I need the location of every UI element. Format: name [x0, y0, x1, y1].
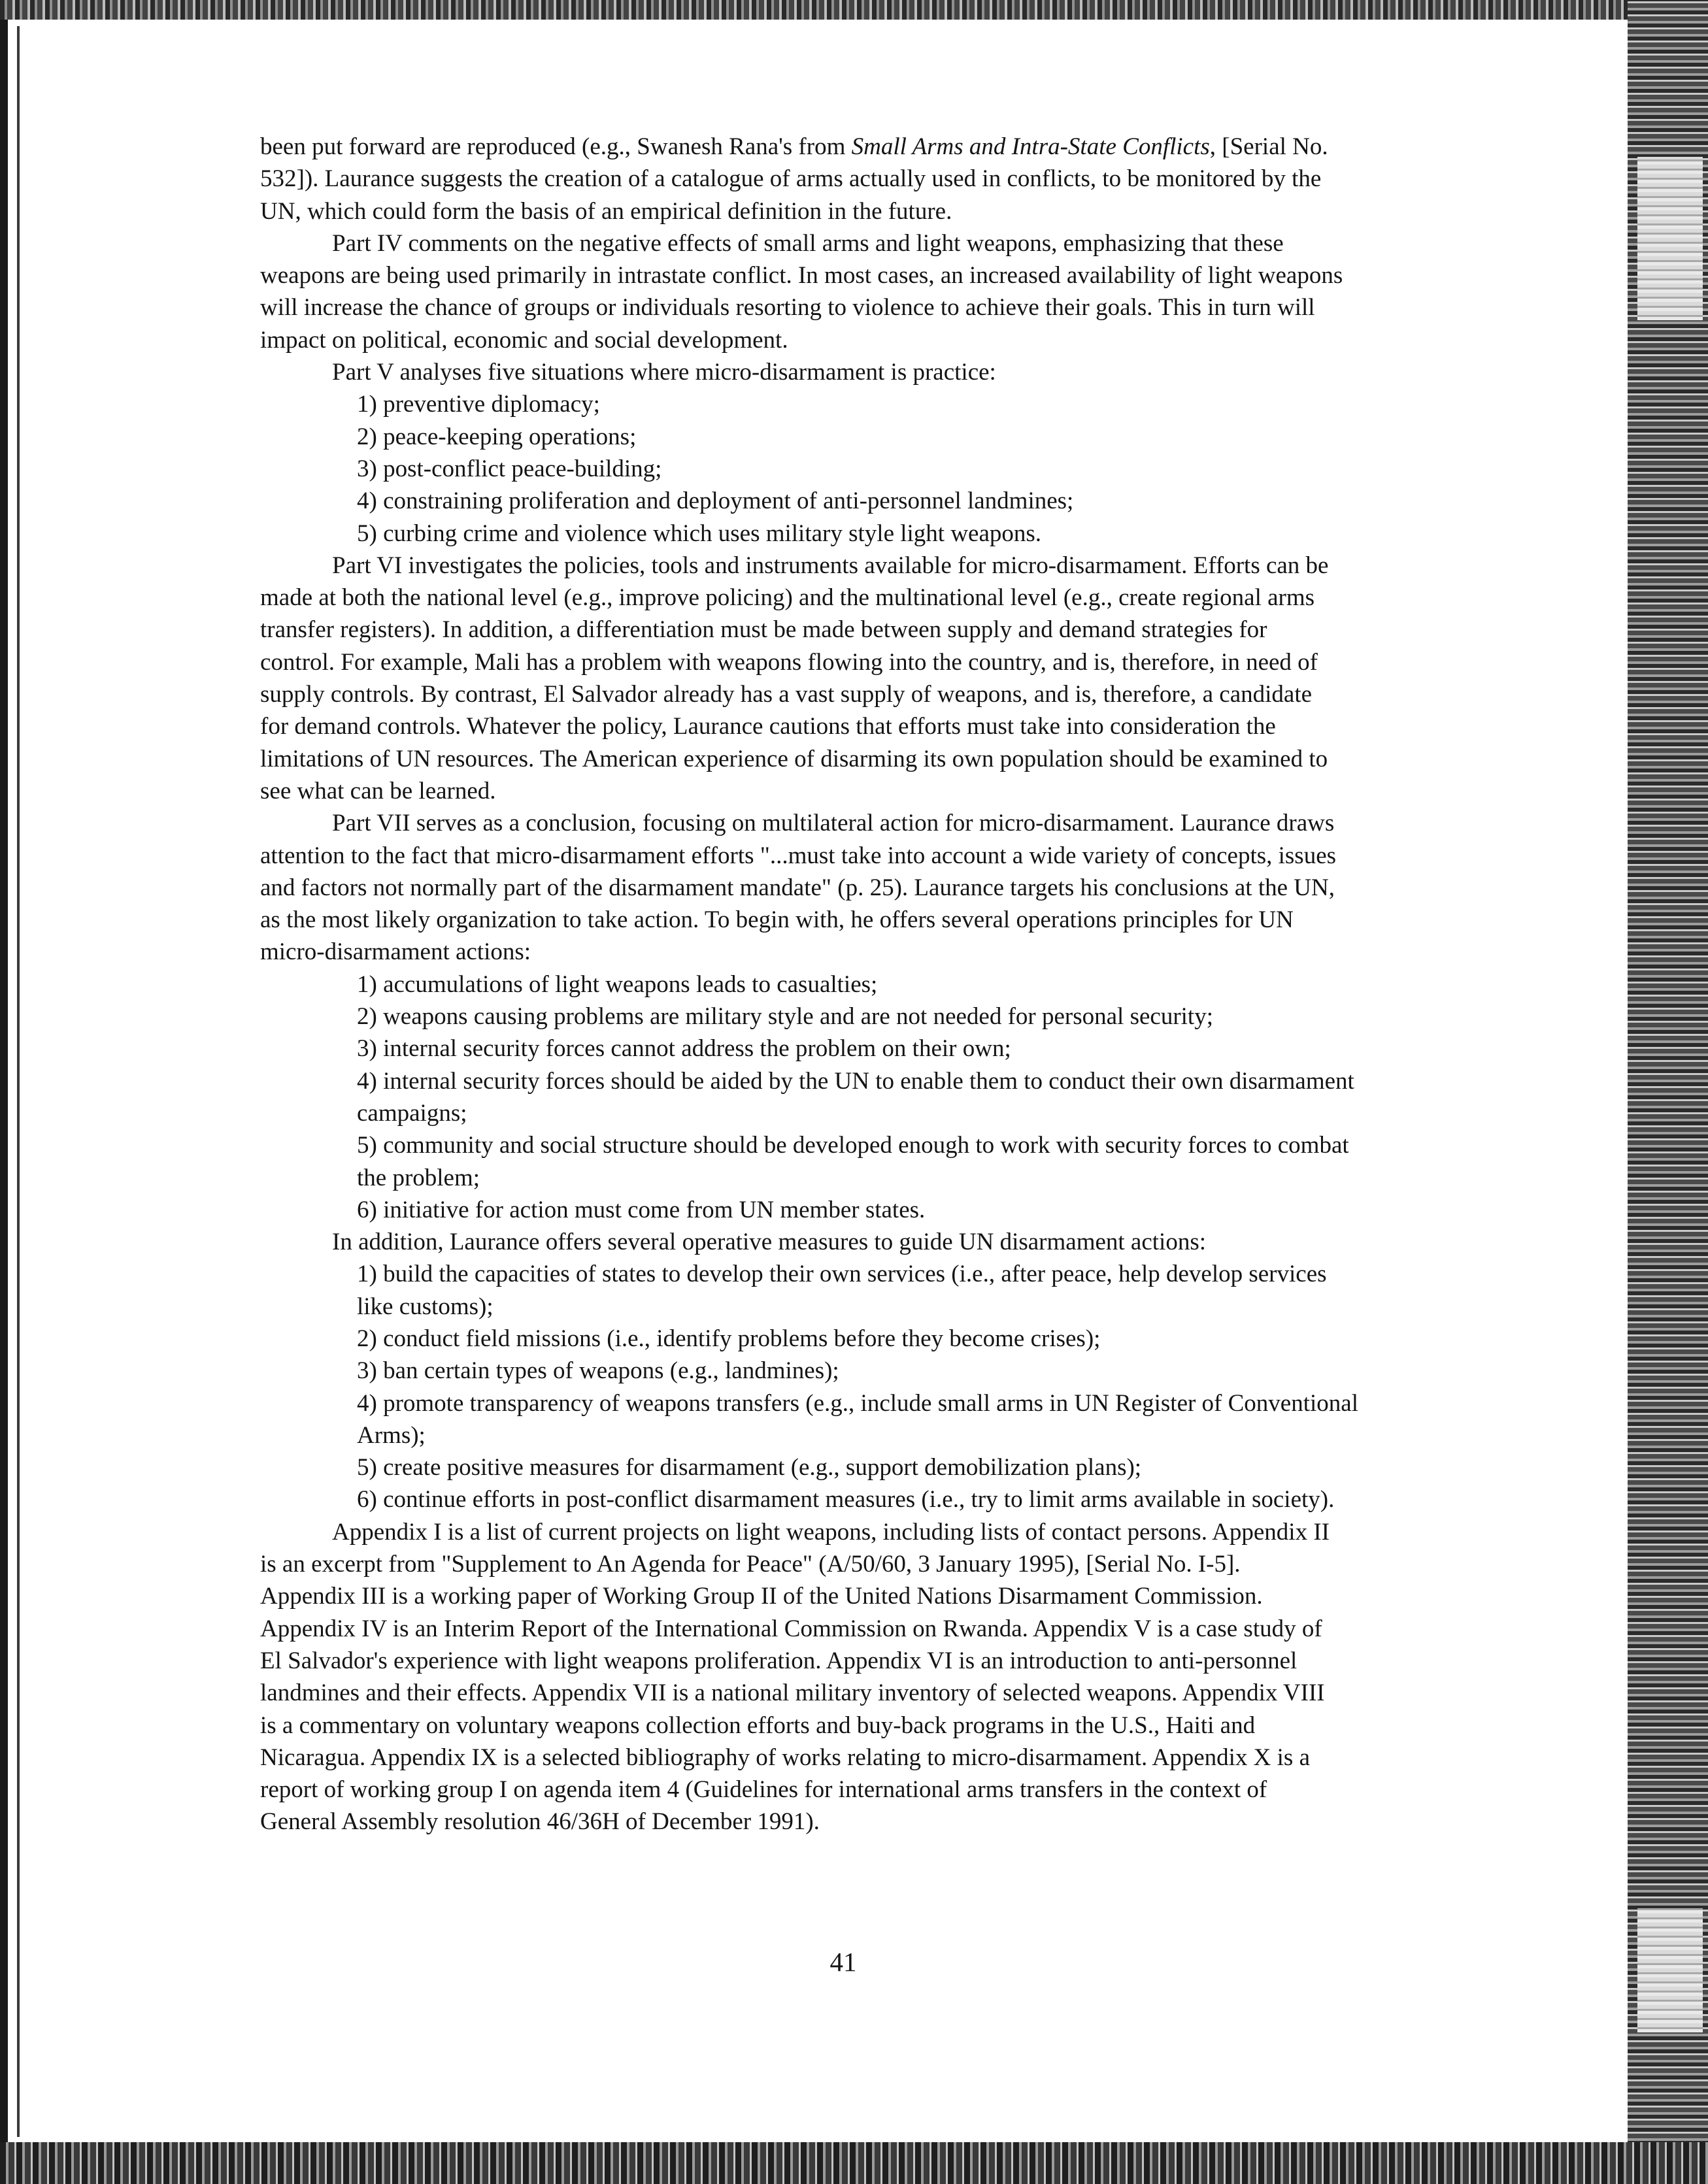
text-line: General Assembly resolution 46/36H of December 1991).	[260, 1808, 820, 1836]
list-item-continuation: Arms);	[357, 1421, 426, 1449]
list-item: 6) continue efforts in post-conflict disarmament measures (i.e., try to limit arms available in society).	[357, 1486, 1335, 1514]
list-item-continuation: like customs);	[357, 1293, 494, 1320]
scan-edge-top	[0, 0, 1708, 20]
scan-edge-bottom	[0, 2142, 1708, 2184]
list-item: 3) ban certain types of weapons (e.g., landmines);	[357, 1357, 839, 1385]
text-fragment: been put forward are reproduced (e.g., Swanesh Rana's from	[260, 133, 852, 160]
text-line: is an excerpt from "Supplement to An Agenda for Peace" (A/50/60, 3 January 1995), [Serial No. I-5].	[260, 1551, 1241, 1578]
page-number: 41	[829, 1947, 857, 1977]
list-item: 2) weapons causing problems are military style and are not needed for personal security;	[357, 1003, 1213, 1031]
text-line: see what can be learned.	[260, 777, 496, 804]
text-line: UN, which could form the basis of an empirical definition in the future.	[260, 197, 952, 225]
text-line: as the most likely organization to take action. To begin with, he offers several operations principles for UN	[260, 906, 1294, 934]
list-item: 4) internal security forces should be aided by the UN to enable them to conduct their own disarmament	[357, 1067, 1354, 1095]
text-line: will increase the chance of groups or individuals resorting to violence to achieve their goals. This in turn will	[260, 294, 1315, 322]
text-line	[260, 131, 1541, 163]
paragraph-start-appendices: Appendix I is a list of current projects on light weapons, including lists of contact persons. Appendix II	[332, 1518, 1330, 1546]
text-line: limitations of UN resources. The American experience of disarming its own population should be examined to	[260, 745, 1328, 772]
text-line: impact on political, economic and social development.	[260, 326, 788, 354]
list-item: 5) create positive measures for disarmament (e.g., support demobilization plans);	[357, 1454, 1142, 1481]
text-fragment: , [Serial No.	[1209, 133, 1328, 160]
scan-edge-left-line	[17, 26, 20, 2137]
list-item-continuation: the problem;	[357, 1164, 480, 1191]
list-item: 4) constraining proliferation and deployment of anti-personnel landmines;	[357, 488, 1074, 515]
paragraph-start-part-iv: Part IV comments on the negative effects of small arms and light weapons, emphasizing that these	[332, 229, 1284, 257]
list-item: 1) preventive diplomacy;	[357, 391, 600, 418]
scan-edge-right-highlight-bottom	[1637, 1908, 1703, 2032]
list-item: 5) community and social structure should be developed enough to work with security forces to combat	[357, 1132, 1349, 1159]
paragraph-start-part-vii: Part VII serves as a conclusion, focusing on multilateral action for micro-disarmament. Laurance draws	[332, 810, 1335, 837]
text-line: control. For example, Mali has a problem with weapons flowing into the country, and is, therefore, in need of	[260, 648, 1318, 676]
list-item: 2) peace-keeping operations;	[357, 423, 637, 450]
list-item: 6) initiative for action must come from UN member states.	[357, 1196, 926, 1223]
list-item-continuation: campaigns;	[357, 1099, 467, 1127]
text-line: 532]). Laurance suggests the creation of a catalogue of arms actually used in conflicts, to be monitored by the	[260, 165, 1322, 193]
text-line: micro-disarmament actions:	[260, 938, 531, 966]
scan-edge-right-highlight-top	[1637, 157, 1703, 320]
text-line: Appendix III is a working paper of Working Group II of the United Nations Disarmament Commission.	[260, 1583, 1263, 1610]
list-item: 2) conduct field missions (i.e., identify problems before they become crises);	[357, 1325, 1101, 1352]
scan-edge-right	[1628, 0, 1708, 2184]
paragraph-start-operative-measures: In addition, Laurance offers several operative measures to guide UN disarmament actions:	[332, 1229, 1207, 1256]
page-body-text	[260, 131, 1541, 1838]
list-item: 1) accumulations of light weapons leads to casualties;	[357, 970, 878, 998]
list-item: 5) curbing crime and violence which uses military style light weapons.	[357, 520, 1042, 547]
paragraph-start-part-vi: Part VI investigates the policies, tools and instruments available for micro-disarmament. Efforts can be	[332, 552, 1329, 579]
text-line: Appendix IV is an Interim Report of the International Commission on Rwanda. Appendix V is a case study of	[260, 1615, 1322, 1642]
list-item: 3) post-conflict peace-building;	[357, 455, 662, 482]
text-line: Nicaragua. Appendix IX is a selected bibliography of works relating to micro-disarmament. Appendix X is a	[260, 1744, 1310, 1771]
paragraph-start-part-v: Part V analyses five situations where micro-disarmament is practice:	[332, 359, 996, 386]
text-line: El Salvador's experience with light weapons proliferation. Appendix VI is an introduction to anti-personnel	[260, 1647, 1298, 1674]
list-item: 1) build the capacities of states to develop their own services (i.e., after peace, help develop services	[357, 1261, 1327, 1288]
list-item: 4) promote transparency of weapons transfers (e.g., include small arms in UN Register of Conventional	[357, 1389, 1358, 1417]
text-line: weapons are being used primarily in intrastate conflict. In most cases, an increased availability of light weapons	[260, 262, 1343, 290]
text-line: is a commentary on voluntary weapons collection efforts and buy-back programs in the U.S., Haiti and	[260, 1712, 1256, 1739]
text-line: report of working group I on agenda item 4 (Guidelines for international arms transfers in the context of	[260, 1776, 1267, 1804]
text-line: for demand controls. Whatever the policy, Laurance cautions that efforts must take into consideration the	[260, 713, 1276, 740]
text-line: supply controls. By contrast, El Salvador already has a vast supply of weapons, and is, therefore, a candidate	[260, 681, 1313, 708]
book-title-italic: Small Arms and Intra-State Conflicts	[851, 133, 1210, 160]
text-line: transfer registers). In addition, a differentiation must be made between supply and demand strategies for	[260, 616, 1267, 644]
list-item: 3) internal security forces cannot address the problem on their own;	[357, 1035, 1011, 1063]
text-line: and factors not normally part of the disarmament mandate" (p. 25). Laurance targets his conclusions at the UN,	[260, 874, 1335, 901]
text-line: landmines and their effects. Appendix VII is a national military inventory of selected weapons. Appendix VIII	[260, 1679, 1325, 1707]
text-line: made at both the national level (e.g., improve policing) and the multinational level (e.g., create regional arms	[260, 584, 1315, 612]
text-line: attention to the fact that micro-disarmament efforts "...must take into account a wide variety of concepts, issues	[260, 842, 1337, 869]
scan-edge-left	[0, 20, 8, 2142]
